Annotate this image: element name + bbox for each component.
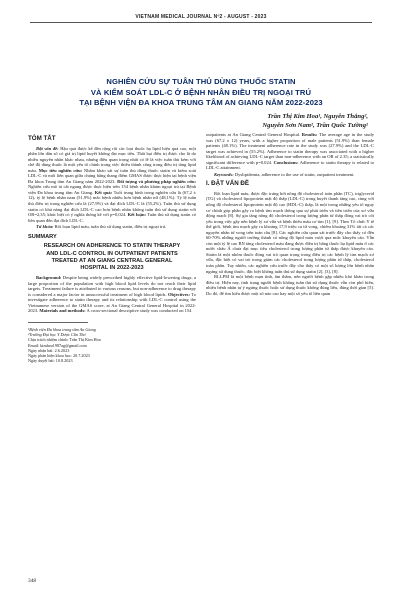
footnote-accepted: Ngày duyệt bài: 10.8.2023 [28,358,73,364]
summary-paragraph [28,275,196,314]
label-method: Đối tượng và phương pháp nghiên cứu: [117,178,196,184]
footnote-corresponding: Chịu trách nhiệm chính: Trần Thị Kim Hoa [28,337,101,343]
body-paragraph-2: RLLPM là một bệnh mạn tính, âm thầm, nên người bệnh gặp nhiều khó khăn trong điều trị. Hiện nay, tình trạng người bệnh không tuân thủ sử dụng thuốc vẫn còn phổ biến, nhiều bệnh nhân tự ý ngưng thuốc hoặc sử dụng thuốc không đúng liều, đúng thời gian [5]. Do đó, để tìm hiểu được một số nào cao hay một số yếu tố liên quan [206,274,374,296]
title-line-3: TẠI BỆNH VIỆN ĐA KHOA TRUNG TÂM AN GIANG NĂM 2022-2023 [79,98,323,107]
footnote-affiliation-2: ²Trường Đại học Y Dược Cần Thơ [28,332,86,338]
text-results: The average age in the study was (67.2 ± 12) years, with a higher proportion of male patients (51.9%) than female patients (48.1%). The treatment adherence rate in the study was (27.9%) and the LDL-C target was achieved in (55.2%). Adherence to statin therapy was associated with a higher likelihood of achieving LDL-C target than non-adherence with an OR of 2.35; a statistically significant difference with p=0.024. [206,132,374,165]
label-keywords-en: Keywords: [214,171,234,177]
article-title [28,77,374,109]
label-conclusion: Kết luận: [127,212,147,218]
text-objective: Nhằm khảo sát sự tuân thủ dùng thuốc statin và kiểm soát LDL-C và mối liên quan giữa chúng bằng thang điểm GMAS được thực hiện tại bệnh viện Đa khoa Trung tâm An Giang năm 2022-2023. [28,167,196,184]
summary-continued [206,132,374,171]
text-summary-cont: outpatients at An Giang Central General Hospital. [206,132,302,137]
text-keywords: Rối loạn lipid máu, tuân thủ sử dụng statin, điều trị ngoại trú. [53,224,167,230]
text-conclusions: Adherence to statin therapy is related to LDL-C attainment. [206,159,375,171]
footnote-reviewed: Ngày phản biện khoa học: 20.7.2023 [28,352,90,358]
en-title-line-4: HOSPITAL IN 2022-2023 [80,264,144,271]
label-conclusions: Conclusions: [273,159,299,165]
right-column [206,132,374,363]
abstract-heading: TÓM TẮT [28,135,56,142]
journal-header: VIETNAM MEDICAL JOURNAL Nº2 - AUGUST - 2023 [30,14,372,23]
text-result: Tuổi trung bình trong nghiên cứu là (67,2 ± 12), tỷ lệ bệnh nhân nam (51,9%) mắc bệnh nhiều hơn bệnh nhân nữ (48,1%). Tỷ lệ tuân thủ điều trị trong nghiên cứu là (27,9%) và đạt đích LDL-C là (55,2%). Tuân thủ sử dụng statin có khả năng đạt đích LDL-C cao hơn bệnh nhân không tuân thủ sử dụng statin với OR=2,35; khác biệt có ý nghĩa thống kê với p=0,024. [28,189,196,218]
footnote-affiliation-1: ¹Bệnh viện Đa khoa trung tâm An Giang [28,326,96,332]
label-objective: Mục tiêu nghiên cứu: [38,167,83,173]
authors [28,112,374,130]
footnote-received: Ngày nhận bài: 2.6.2023 [28,347,70,353]
footnote-divider [28,322,88,325]
footnotes [28,327,196,363]
label-background: Background: [36,275,62,281]
section-heading-introduction: I. ĐẶT VẤN ĐỀ [206,180,249,188]
label-keywords: Từ khóa: [36,224,54,230]
page-number: 348 [28,578,37,584]
label-objectives: Objectives: [167,291,190,297]
en-title-line-2: AND LDL-C CONTROL IN OUTPATIENT PATIENTS [46,250,178,257]
label-intro: Đặt vấn đề: [36,145,59,151]
text-background: Despite being widely prescribed highly effective lipid-lowering drugs, a large proportion of the population with high blood lipid levels do not reach their lipid targets. Treatment failure is attributed to various reasons, but non-adherence to drug therapy is considered a major factor in unsuccessful treatment of high blood lipids. [28,275,196,297]
label-result: Kết quả: [94,189,113,195]
text-keywords-en: Dyslipidemia, adherence to the use of statin, outpatient treatment. [233,171,355,177]
keywords-vi [28,224,196,230]
abstract-paragraph [28,146,196,224]
title-line-2: VÀ KIỂM SOÁT LDL-C Ở BỆNH NHÂN ĐIỀU TRỊ NGOẠI TRÚ [90,87,312,97]
text-objectives: To investigate adherence to statin therapy and its relationship with LDL-C control using the Vietnamese version of the GMAS score, at An Giang Central General Hospital in 2022-2023. [28,291,196,314]
text-intro: Hậu quả được kể đến rộng rãi các loại thuốc hạ lipid hiệu quả cao, một phần lớn dân số có giá trị lipid huyết không đạt mục tiêu. Thất bại điều trị được cho là do nhiều nguyên nhân khác nhau, nhưng điều quan trọng nhất có lẽ là việc tuân thủ kém với chế độ dùng thuốc là một yếu tố chính trong việc thiếu thành công trong điều trị tăng lipid máu. [28,145,196,173]
authors-line-2: Nguyễn Sơn Nam², Trần Quốc Tường² [262,121,368,129]
summary-heading: SUMMARY [28,233,57,240]
text-method: Nghiên cứu mô tả cắt ngang được thực hiện trên 154 bệnh nhân khám ngoại trú tại Bệnh viện Đa khoa trung tâm An Giang. [28,184,196,195]
english-title [28,243,196,272]
two-column-body [28,132,374,363]
en-title-line-1: RESEARCH ON ADHERENCE TO STATIN THERAPY [43,243,181,250]
en-title-line-3: TREATED AT AN GIANG CENTRAL GENERAL [51,257,173,264]
label-results: Results: [301,132,318,137]
text-conclusion: Tuân thủ sử dụng statin có liên quan đến đạt đích LDL-C. [28,212,196,223]
left-column [28,132,196,363]
title-line-1: NGHIÊN CỨU SỰ TUÂN THỦ DÙNG THUỐC STATIN [106,77,296,86]
authors-line-1: Trần Thị Kim Hoa¹, Nguyễn Thắng², [267,112,368,120]
body-paragraph-1: Rối loạn lipid máu, được đặc trưng bởi nồng độ cholesterol toàn phần (TC), triglycerid (TG) và cholesterol lipoprotein mật độ thấp (LDL-C) trong huyết thanh tăng cao, cùng với nồng độ cholesterol lipoprotein mật độ cao (HDL-C) thấp, là một trong những yếu tố nguy cơ chính góp phần gây ra bệnh tim mạch thông qua sự phát triển và tiến triển của xơ vữa động mạch [8]. Sự gia tăng nồng độ cholesterol trong lượng phân tử thấp đóng vai trò cốt yếu trong việc gây nên bệnh lý xơ vữa và bệnh thiếu máu cơ tim [1], [9]. Theo Tổ chức Y tế thế giới, bệnh tim mạch gây ra khoảng 17,9 triệu ca tử vong, chiếm khoảng 31% tất cả các nguyên nhân tử vong trên toàn cầu [8]. Các nghiên cứu quan sát trước đây cho thấy có đến 60-70% những người trưởng thành có nồng độ lipid máu vượt qua mức khuyến cáo. Vẫn còn một tỷ lệ cao BN tăng cholesterol máu đang được điều trị bằng thuốc hạ lipid máu ở các nước châu Á chưa đạt mục tiêu cholesterol trong lượng phân tử thấp được khuyến cáo. Statin là một nhóm thuốc đóng vai trò quan trọng trong điều trị các bệnh lý tim mạch xơ vữa, đặc biệt có vai trò trong giảm các cholesterol trong lượng phân tử thấp, cholesterol toàn phần. Tuy nhiên, các nghiên cứu trước đây cho thấy có một số lượng lớn bệnh nhân ngưng sử dụng thuốc, đặc biệt không tuân thủ sử dụng statin [2], [3], [8]. [206,190,375,274]
footnote-email: Email: kimhoa1987ag@gmail.com [28,342,87,348]
keywords-en [206,172,374,178]
text-materials: A cross-sectional descriptive study was conducted on 154 [85,308,192,314]
label-materials: Materials and methods: [39,308,86,314]
